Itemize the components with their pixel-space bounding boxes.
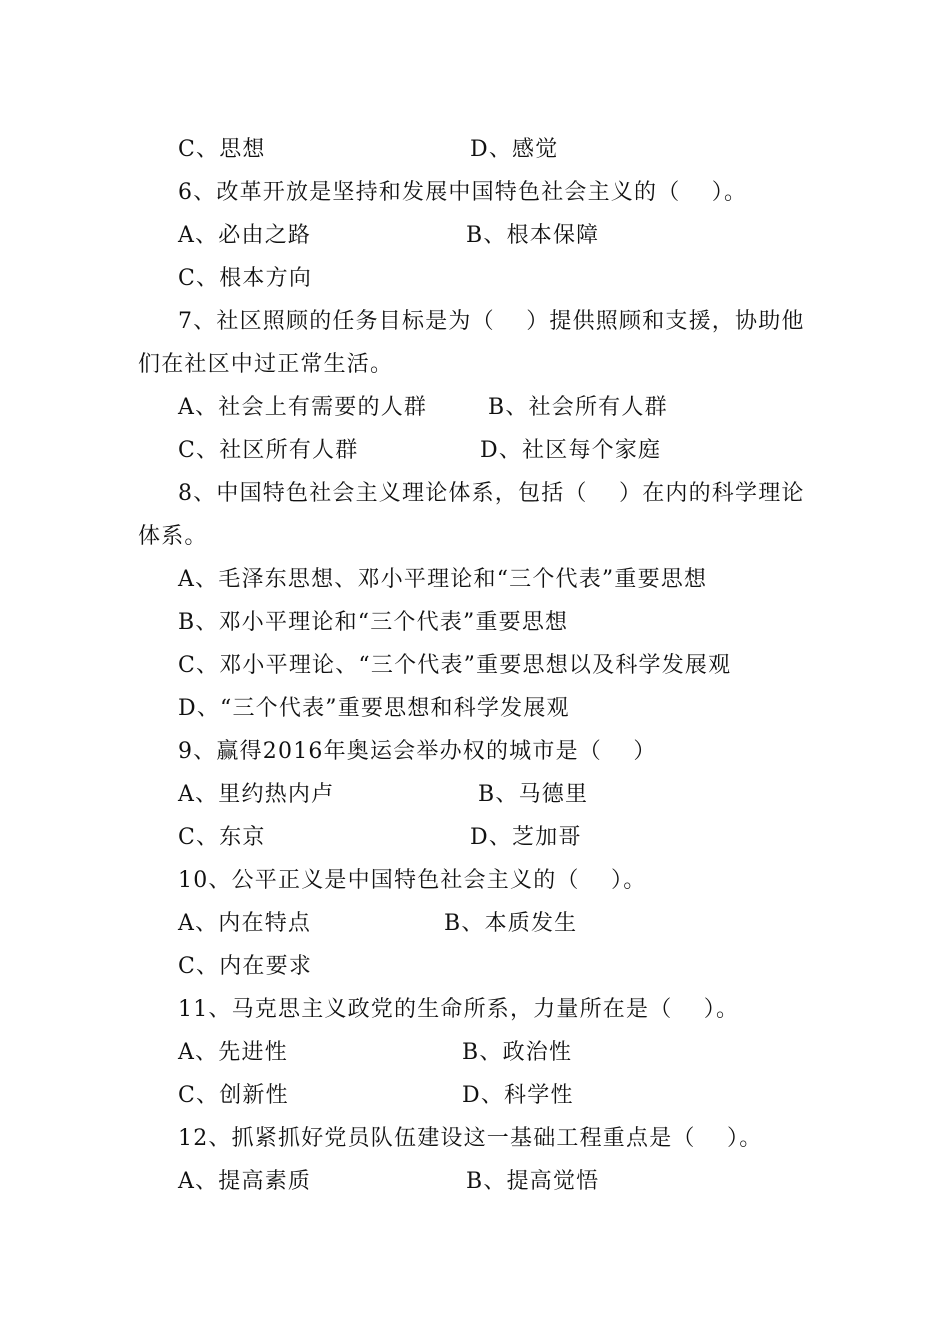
question-12: 12、抓紧抓好党员队伍建设这一基础工程重点是（ ）。 xyxy=(178,1126,763,1151)
question-10: 10、公平正义是中国特色社会主义的（ ）。 xyxy=(178,868,647,893)
option-c: C、内在要求 xyxy=(178,954,313,979)
option-d: D、感觉 xyxy=(470,137,559,162)
option-b: B、提高觉悟 xyxy=(466,1169,600,1194)
option-b: B、根本保障 xyxy=(466,223,600,248)
question-9: 9、赢得2016年奥运会举办权的城市是（ ） xyxy=(178,739,657,764)
option-c: C、创新性 xyxy=(178,1083,289,1108)
option-b: B、邓小平理论和“三个代表”重要思想 xyxy=(178,610,569,635)
question-8-continuation: 体系。 xyxy=(138,524,208,549)
question-8: 8、中国特色社会主义理论体系，包括（ ）在内的科学理论 xyxy=(178,481,805,506)
option-d: D、社区每个家庭 xyxy=(480,438,662,463)
option-b: B、本质发生 xyxy=(444,911,578,936)
question-6: 6、改革开放是坚持和发展中国特色社会主义的（ ）。 xyxy=(178,180,748,205)
option-b: B、社会所有人群 xyxy=(488,395,668,420)
option-d: D、“三个代表”重要思想和科学发展观 xyxy=(178,696,570,721)
option-c: C、东京 xyxy=(178,825,266,850)
option-b: B、政治性 xyxy=(462,1040,573,1065)
option-a: A、必由之路 xyxy=(178,223,312,248)
option-a: A、提高素质 xyxy=(178,1169,312,1194)
option-a: A、里约热内卢 xyxy=(178,782,335,807)
option-c: C、邓小平理论、“三个代表”重要思想以及科学发展观 xyxy=(178,653,732,678)
question-7-continuation: 们在社区中过正常生活。 xyxy=(138,352,394,377)
option-a: A、先进性 xyxy=(178,1040,288,1065)
option-d: D、芝加哥 xyxy=(470,825,582,850)
option-a: A、毛泽东思想、邓小平理论和“三个代表”重要思想 xyxy=(178,567,708,592)
question-7: 7、社区照顾的任务目标是为（ ）提供照顾和支援，协助他 xyxy=(178,309,805,334)
option-a: A、社会上有需要的人群 xyxy=(178,395,428,420)
option-c: C、思想 xyxy=(178,137,266,162)
option-d: D、科学性 xyxy=(462,1083,574,1108)
option-c: C、社区所有人群 xyxy=(178,438,359,463)
option-b: B、马德里 xyxy=(478,782,589,807)
option-a: A、内在特点 xyxy=(178,911,312,936)
question-11: 11、马克思主义政党的生命所系，力量所在是（ ）。 xyxy=(178,997,740,1022)
option-c: C、根本方向 xyxy=(178,266,313,291)
